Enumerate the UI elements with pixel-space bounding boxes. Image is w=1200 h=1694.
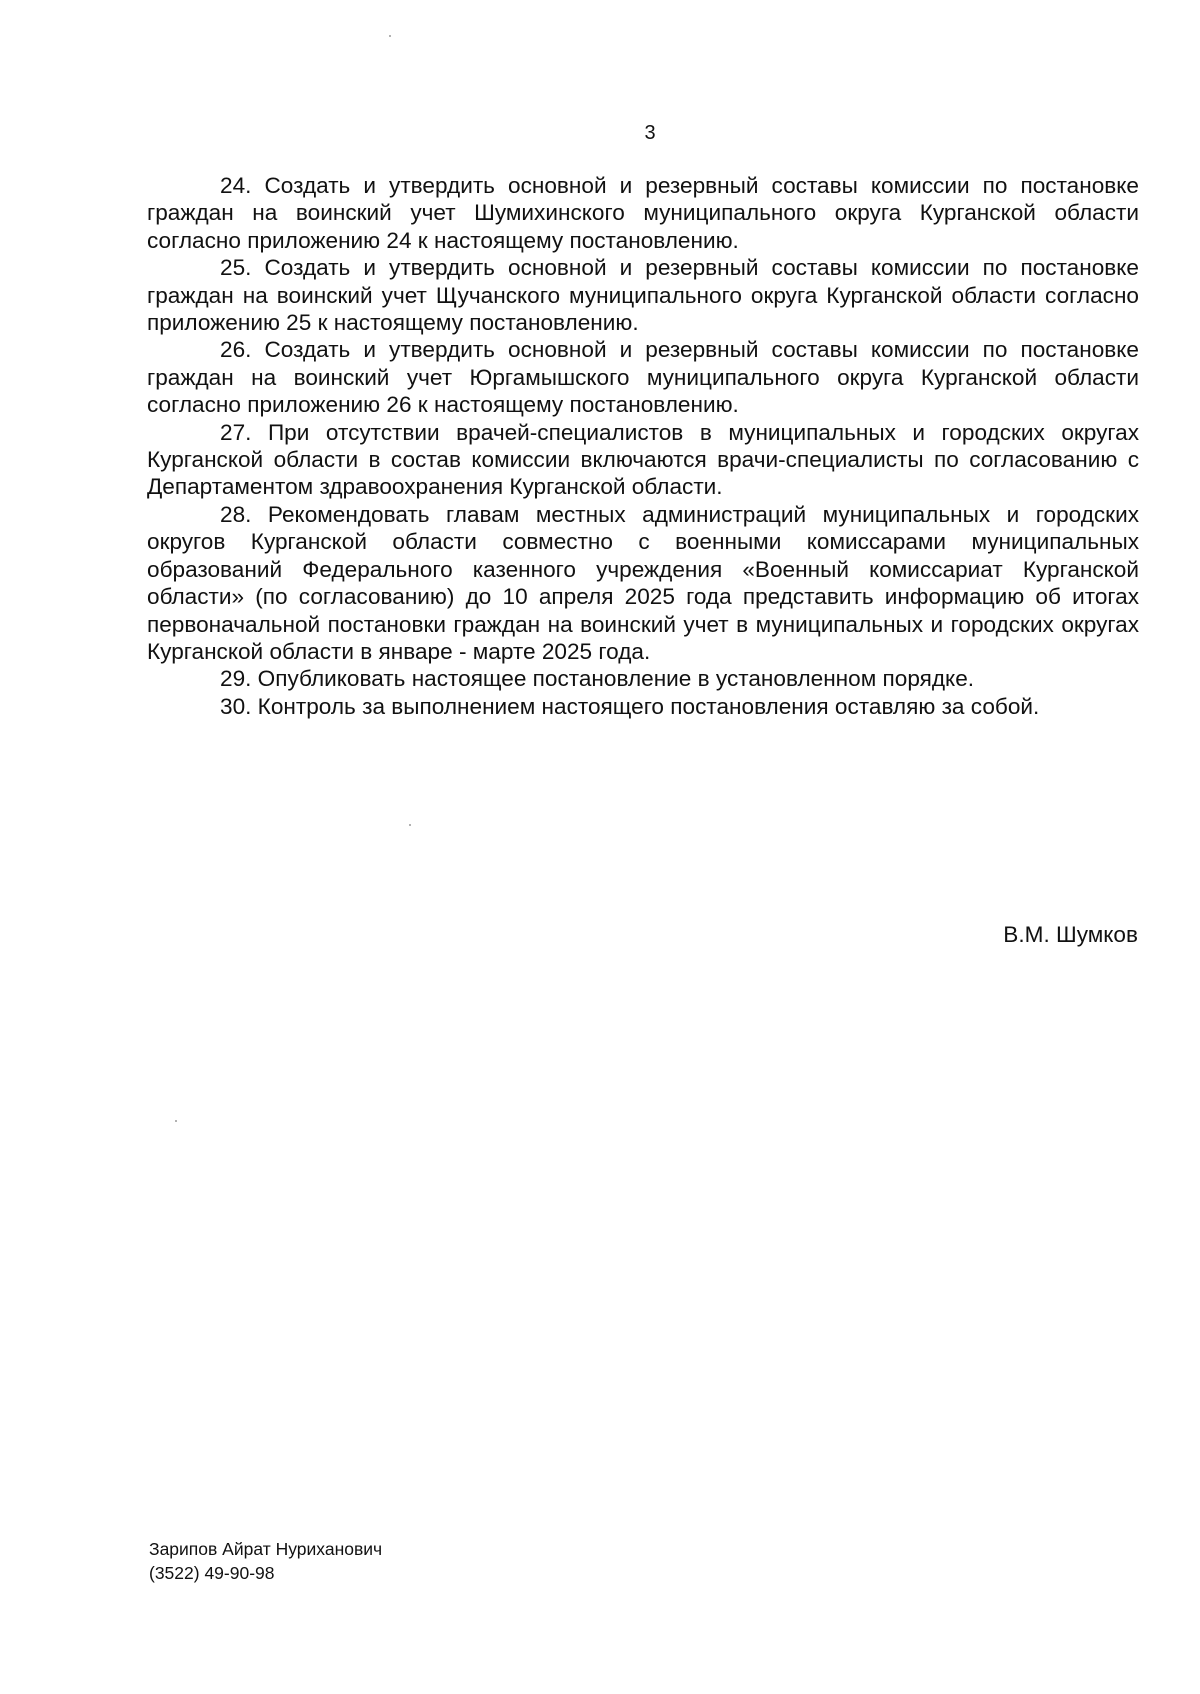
scan-speck bbox=[175, 1120, 177, 1122]
executor-phone: (3522) 49-90-98 bbox=[149, 1563, 275, 1583]
paragraph-27: 27. При отсутствии врачей-специалистов в муниципальных и городских округах Курганской области в состав комиссии включаются врачи-специалисты по согласованию с Департаментом здравоохранения Курганской области. bbox=[147, 419, 1139, 500]
page-number: 3 bbox=[644, 122, 656, 144]
executor-block bbox=[149, 1537, 382, 1585]
paragraph-24: 24. Создать и утвердить основной и резервный составы комиссии по постановке граждан на воинский учет Шумихинского муниципального округа Курганской области согласно приложению 24 к настоящему постановлению. bbox=[147, 173, 1139, 253]
paragraph-30: 30. Контроль за выполнением настоящего постановления оставляю за собой. bbox=[220, 693, 1040, 719]
document-body bbox=[147, 172, 1139, 720]
signatory-name: В.М. Шумков bbox=[1003, 922, 1138, 947]
executor-name: Зарипов Айрат Нуриханович bbox=[149, 1539, 383, 1559]
scan-speck bbox=[389, 35, 391, 37]
paragraph-26: 26. Создать и утвердить основной и резервный составы комиссии по постановке граждан на воинский учет Юргамышского муниципального округа Курганской области согласно приложению 26 к настоящему постановлению. bbox=[147, 337, 1139, 418]
paragraph-28: 28. Рекомендовать главам местных администраций муниципальных и городских округов Курганской области совместно с военными комиссарами муниципальных образований Федерального казенного учреждения «Военный комиссариат Курганской области» (по согласованию) до 10 апреля 2025 года представить информацию об итогах первоначальной постановки граждан на воинский учет в муниципальных и городских округах Курганской области в январе - марте 2025 года. bbox=[147, 501, 1139, 664]
scan-speck bbox=[409, 824, 411, 826]
paragraph-25: 25. Создать и утвердить основной и резервный составы комиссии по постановке граждан на воинский учет Щучанского муниципального округа Курганской области согласно приложению 25 к настоящему постановлению. bbox=[147, 255, 1139, 336]
paragraph-29: 29. Опубликовать настоящее постановление в установленном порядке. bbox=[220, 666, 975, 692]
